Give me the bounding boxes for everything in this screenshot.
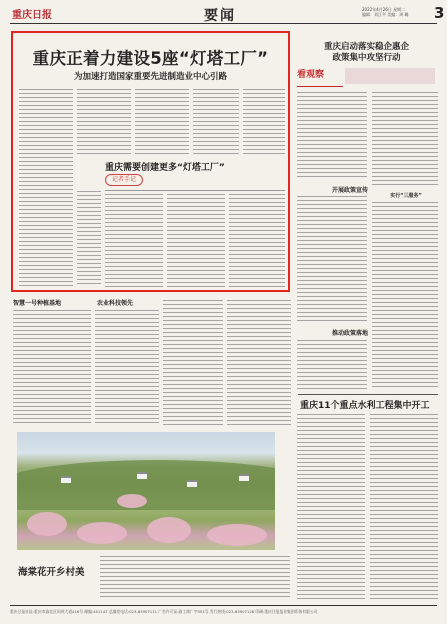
feature-text-col-5 <box>243 89 285 155</box>
right-subhead-1: 开展政策宣传 <box>331 187 368 194</box>
begonia-village-photo <box>17 432 275 550</box>
commentary-headline: 重庆需要创建更多“灯塔工厂” <box>105 163 225 173</box>
lower-text-col-4 <box>227 300 291 426</box>
right-headline-line1: 重庆启动落实稳企惠企 <box>323 42 409 52</box>
photo-blossom <box>27 512 67 536</box>
lower-text-col-3 <box>163 300 223 426</box>
right-text-col-5 <box>297 340 367 390</box>
feature-headline: 重庆正着力建设5座“灯塔工厂” <box>32 49 269 68</box>
photo-house <box>137 472 147 479</box>
water-article-rule <box>298 394 438 395</box>
feature-article-box <box>11 31 290 292</box>
right-subhead-side: 实行“三服务” <box>390 193 422 199</box>
commentary-text-col-3 <box>229 194 285 287</box>
dateline-date: 2022年4月26日 星期二 <box>362 7 406 12</box>
feature-text-col-4 <box>193 89 239 155</box>
commentary-rule <box>105 190 285 191</box>
dateline-editors: 编辑：刘江平 美编：周 璐 <box>362 12 409 17</box>
water-text-col-1 <box>297 414 365 602</box>
photo-blossom <box>77 522 127 544</box>
feature-text-col-2b <box>77 191 101 287</box>
page-number: 3 <box>434 4 445 22</box>
lower-left-headline-1: 智慧一号种植基地 <box>13 300 62 307</box>
right-text-col-2 <box>372 92 438 188</box>
photo-caption-text <box>100 556 290 600</box>
masthead <box>10 4 445 24</box>
observation-stamp: 看观察 <box>297 67 343 87</box>
photo-house <box>61 476 71 483</box>
right-subhead-2: 推动政策落地 <box>331 330 368 337</box>
page-footer: 重庆日报社址:重庆市渝北区同茂大道416号 邮编:401147 总编室电话:023-63907111 广告许可证:渝工商广字001号 发行热线:023-63907128 印刷:重庆日报报业集团印务有限公司 <box>10 605 437 617</box>
water-project-headline: 重庆11个重点水利工程集中开工 <box>300 401 430 411</box>
photo-house <box>187 480 197 487</box>
section-title: 要闻 <box>204 8 236 24</box>
lower-text-col-1 <box>13 310 91 426</box>
dateline <box>362 7 409 17</box>
photo-blossom <box>117 494 147 508</box>
reporter-note-badge: 记者手记 <box>105 174 143 186</box>
water-text-col-2 <box>370 414 438 602</box>
feature-text-col-2 <box>77 89 131 155</box>
lower-text-col-2 <box>95 310 159 426</box>
lower-left-headline-2: 农业科技领先 <box>97 300 134 307</box>
feature-text-col-3 <box>135 89 189 155</box>
feature-text-col-1 <box>19 89 73 289</box>
right-text-col-3 <box>297 196 367 324</box>
photo-blossom <box>207 524 267 546</box>
right-headline-line2: 政策集中攻坚行动 <box>332 53 401 63</box>
commentary-text-col-2 <box>167 194 225 287</box>
photo-house <box>239 474 249 481</box>
right-text-col-4 <box>372 202 438 388</box>
commentary-text-col-1 <box>105 194 163 287</box>
photo-blossom <box>147 517 191 543</box>
photo-caption: 海棠花开乡村美 <box>18 567 85 578</box>
feature-subheadline: 为加速打造国家重要先进制造业中心引路 <box>73 72 227 82</box>
newspaper-logo: 重庆日报 <box>12 10 52 21</box>
right-text-col-1 <box>297 92 367 180</box>
observation-banner <box>345 68 435 84</box>
